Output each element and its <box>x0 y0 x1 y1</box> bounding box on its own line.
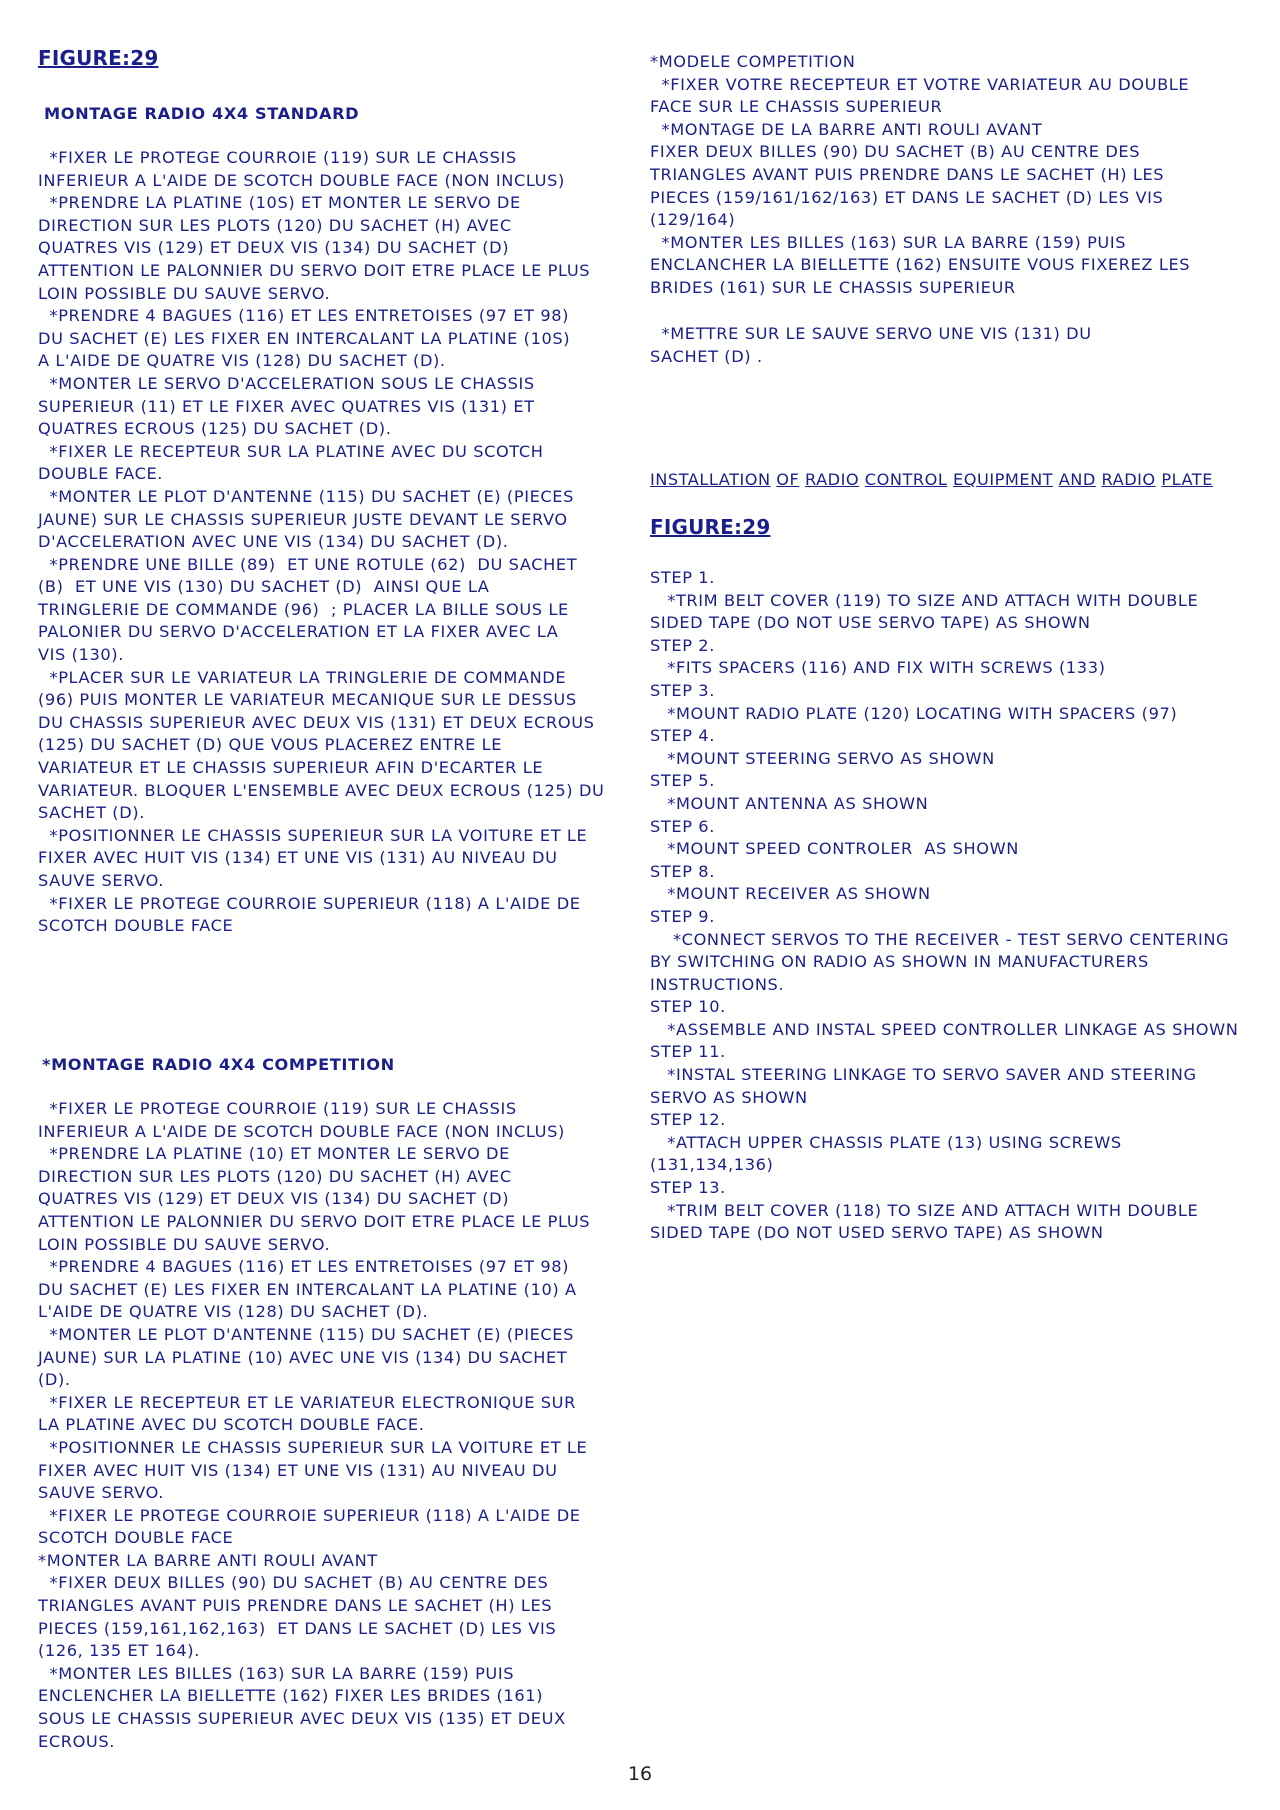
servo-saver-block <box>650 323 1092 368</box>
installation-title-word: INSTALLATION <box>650 470 771 489</box>
installation-title <box>650 470 1213 489</box>
section-body-competition <box>38 1098 590 1753</box>
steps-text: STEP 1. *TRIM BELT COVER (119) TO SIZE AND ATTACH WITH DOUBLE SIDED TAPE (DO NOT USE SERVO TAPE) AS SHOWN STEP 2. *FITS SPACERS (116) AND FIX WITH SCREWS (133) STEP 3. *MOUNT RADIO PLATE (120) LOCATING WITH SPACERS (97) STEP 4. *MOUNT STEERING SERVO AS SHOWN STEP 5. *MOUNT ANTENNA AS SHOWN STEP 6. *MOUNT SPEED CONTROLER AS SHOWN STEP 8. *MOUNT RECEIVER AS SHOWN STEP 9. *CONNECT SERVOS TO THE RECEIVER - TEST SERVO CENTERING BY SWITCHING ON RADIO AS SHOWN IN MANUFACTURERS INSTRUCTIONS. STEP 10. *ASSEMBLE AND INSTAL SPEED CONTROLLER LINKAGE AS SHOWN STEP 11. *INSTAL STEERING LINKAGE TO SERVO SAVER AND STEERING SERVO AS SHOWN STEP 12. *ATTACH UPPER CHASSIS PLATE (13) USING SCREWS (131,134,136) STEP 13. *TRIM BELT COVER (118) TO SIZE AND ATTACH WITH DOUBLE SIDED TAPE (DO NOT USED SERVO TAPE) AS SHOWN <box>650 568 1239 1243</box>
competition-model-block <box>650 51 1190 300</box>
section-text-competition: *FIXER LE PROTEGE COURROIE (119) SUR LE CHASSIS INFERIEUR A L'AIDE DE SCOTCH DOUBLE FACE (NON INCLUS) *PRENDRE LA PLATINE (10) ET MONTER LE SERVO DE DIRECTION SUR LES PLOTS (120) DU SACHET (H) AVEC QUATRES VIS (129) ET DEUX VIS (134) DU SACHET (D) ATTENTION LE PALONNIER DU SERVO DOIT ETRE PLACE LE PLUS LOIN POSSIBLE DU SAUVE SERVO. *PRENDRE 4 BAGUES (116) ET LES ENTRETOISES (97 ET 98) DU SACHET (E) LES FIXER EN INTERCALANT LA PLATINE (10) A L'AIDE DE QUATRE VIS (128) DU SACHET (D). *MONTER LE PLOT D'ANTENNE (115) DU SACHET (E) (PIECES JAUNE) SUR LA PLATINE (10) AVEC UNE VIS (134) DU SACHET (D). *FIXER LE RECEPTEUR ET LE VARIATEUR ELECTRONIQUE SUR LA PLATINE AVEC DU SCOTCH DOUBLE FACE. *POSITIONNER LE CHASSIS SUPERIEUR SUR LA VOITURE ET LE FIXER AVEC HUIT VIS (134) ET UNE VIS (131) AU NIVEAU DU SAUVE SERVO. *FIXER LE PROTEGE COURROIE SUPERIEUR (118) A L'AIDE DE SCOTCH DOUBLE FACE *MONTER LA BARRE ANTI ROULI AVANT *FIXER DEUX BILLES (90) DU SACHET (B) AU CENTRE DES TRIANGLES AVANT PUIS PRENDRE DANS LE SACHET (H) LES PIECES (159,161,162,163) ET DANS LE SACHET (D) LES VIS (126, 135 ET 164). *MONTER LES BILLES (163) SUR LA BARRE (159) PUIS ENCLENCHER LA BIELLETTE (162) FIXER LES BRIDES (161) SOUS LE CHASSIS SUPERIEUR AVEC DEUX VIS (135) ET DEUX ECROUS. <box>38 1099 591 1751</box>
servo-saver-text: *METTRE SUR LE SAUVE SERVO UNE VIS (131) DU SACHET (D) . <box>650 324 1092 366</box>
installation-title-word: AND <box>1058 470 1096 489</box>
installation-title-word: PLATE <box>1161 470 1213 489</box>
installation-title-word: CONTROL <box>864 470 948 489</box>
installation-title-word: RADIO <box>1101 470 1156 489</box>
section-title-competition: *MONTAGE RADIO 4X4 COMPETITION <box>42 1055 395 1074</box>
section-body-standard <box>38 147 604 938</box>
figure-label-right: FIGURE:29 <box>650 515 771 539</box>
section-text-standard: *FIXER LE PROTEGE COURROIE (119) SUR LE CHASSIS INFERIEUR A L'AIDE DE SCOTCH DOUBLE FACE (NON INCLUS) *PRENDRE LA PLATINE (10S) ET MONTER LE SERVO DE DIRECTION SUR LES PLOTS (120) DU SACHET (H) AVEC QUATRES VIS (129) ET DEUX VIS (134) DU SACHET (D) ATTENTION LE PALONNIER DU SERVO DOIT ETRE PLACE LE PLUS LOIN POSSIBLE DU SAUVE SERVO. *PRENDRE 4 BAGUES (116) ET LES ENTRETOISES (97 ET 98) DU SACHET (E) LES FIXER EN INTERCALANT LA PLATINE (10S) A L'AIDE DE QUATRE VIS (128) DU SACHET (D). *MONTER LE SERVO D'ACCELERATION SOUS LE CHASSIS SUPERIEUR (11) ET LE FIXER AVEC QUATRES VIS (131) ET QUATRES ECROUS (125) DU SACHET (D). *FIXER LE RECEPTEUR SUR LA PLATINE AVEC DU SCOTCH DOUBLE FACE. *MONTER LE PLOT D'ANTENNE (115) DU SACHET (E) (PIECES JAUNE) SUR LE CHASSIS SUPERIEUR JUSTE DEVANT LE SERVO D'ACCELERATION AVEC UNE VIS (134) DU SACHET (D). *PRENDRE UNE BILLE (89) ET UNE ROTULE (62) DU SACHET (B) ET UNE VIS (130) DU SACHET (D) AINSI QUE LA TRINGLERIE DE COMMANDE (96) ; PLACER LA BILLE SOUS LE PALONIER DU SERVO D'ACCELERATION ET LA FIXER AVEC LA VIS (130). *PLACER SUR LE VARIATEUR LA TRINGLERIE DE COMMANDE (96) PUIS MONTER LE VARIATEUR MECANIQUE SUR LE DESSUS DU CHASSIS SUPERIEUR AVEC DEUX VIS (131) ET DEUX ECROUS (125) DU SACHET (D) QUE VOUS PLACEREZ ENTRE LE VARIATEUR ET LE CHASSIS SUPERIEUR AFIN D'ECARTER LE VARIATEUR. BLOQUER L'ENSEMBLE AVEC DEUX ECROUS (125) DU SACHET (D). *POSITIONNER LE CHASSIS SUPERIEUR SUR LA VOITURE ET LE FIXER AVEC HUIT VIS (134) ET UNE VIS (131) AU NIVEAU DU SAUVE SERVO. *FIXER LE PROTEGE COURROIE SUPERIEUR (118) A L'AIDE DE SCOTCH DOUBLE FACE <box>38 148 605 936</box>
page-number: 16 <box>627 1763 653 1785</box>
competition-model-text: *MODELE COMPETITION *FIXER VOTRE RECEPTEUR ET VOTRE VARIATEUR AU DOUBLE FACE SUR LE CHASSIS SUPERIEUR *MONTAGE DE LA BARRE ANTI ROULI AVANT FIXER DEUX BILLES (90) DU SACHET (B) AU CENTRE DES TRIANGLES AVANT PUIS PRENDRE DANS LE SACHET (H) LES PIECES (159/161/162/163) ET DANS LE SACHET (D) LES VIS (129/164) *MONTER LES BILLES (163) SUR LA BARRE (159) PUIS ENCLANCHER LA BIELLETTE (162) ENSUITE VOUS FIXEREZ LES BRIDES (161) SUR LE CHASSIS SUPERIEUR <box>650 52 1191 297</box>
figure-label-left: FIGURE:29 <box>38 46 159 70</box>
installation-title-word: EQUIPMENT <box>953 470 1054 489</box>
section-title-standard: MONTAGE RADIO 4X4 STANDARD <box>44 104 360 123</box>
installation-title-word: RADIO <box>804 470 860 489</box>
installation-title-word: OF <box>776 470 800 489</box>
steps-block <box>650 567 1238 1245</box>
